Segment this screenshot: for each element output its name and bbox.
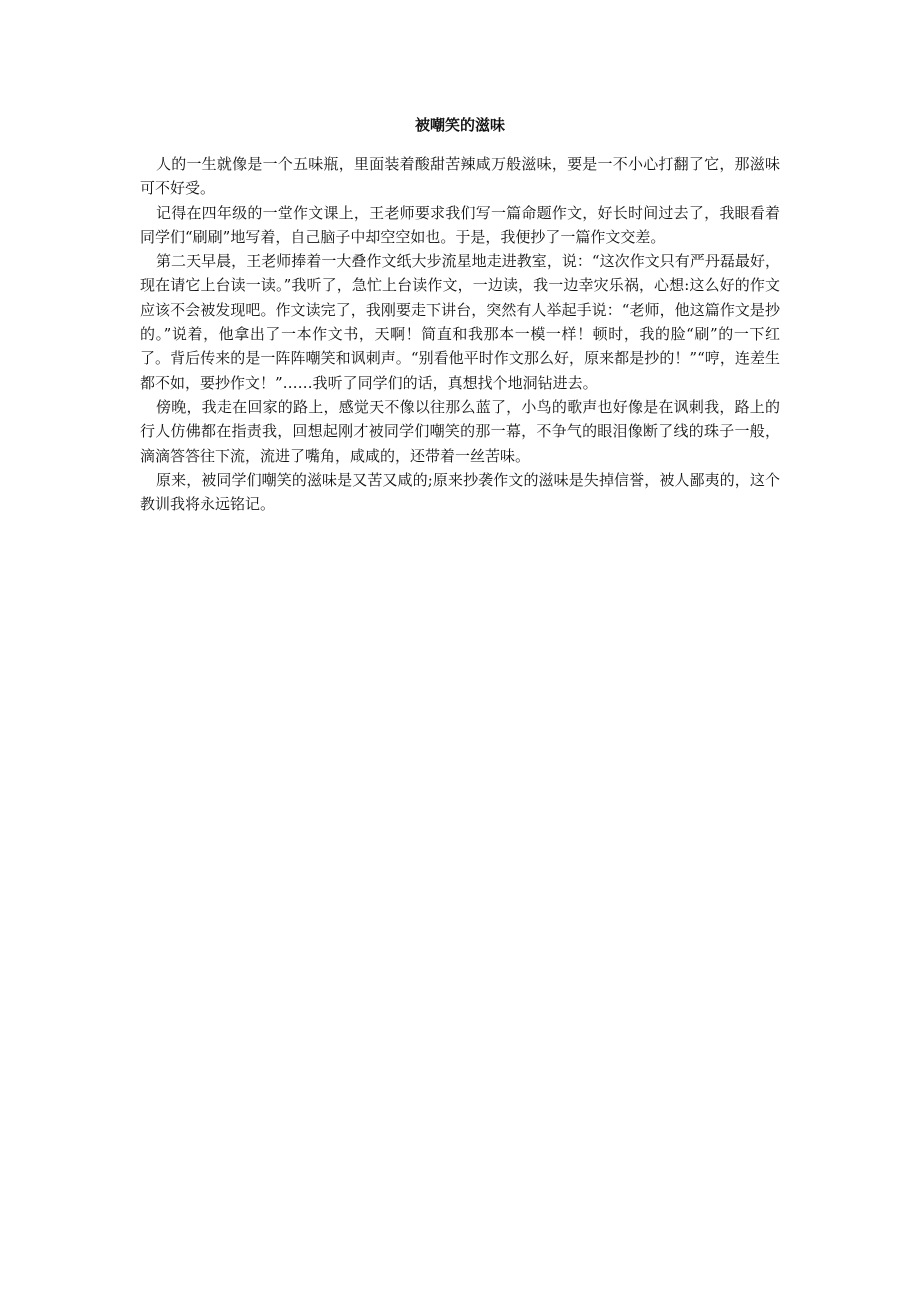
document-body: [140, 152, 780, 516]
paragraph-3: 第二天早晨，王老师捧着一大叠作文纸大步流星地走进教室，说：“这次作文只有严丹磊最好，现在请它上台读一读。”我听了，急忙上台读作文，一边读，我一边幸灾乐祸，心想:这么好的作文应该不会被发现吧。作文读完了，我刚要走下讲台，突然有人举起手说：“老师，他这篇作文是抄的。”说着，他拿出了一本作文书，天啊！简直和我那本一模一样！顿时，我的脸“刷”的一下红了。背后传来的是一阵阵嘲笑和讽刺声。“别看他平时作文那么好，原来都是抄的！”“哼，连差生都不如，要抄作文！”……我听了同学们的话，真想找个地洞钻进去。: [140, 252, 780, 392]
paragraph-2: 记得在四年级的一堂作文课上，王老师要求我们写一篇命题作文，好长时间过去了，我眼看着同学们“刷刷”地写着，自己脑子中却空空如也。于是，我便抄了一篇作文交差。: [140, 203, 780, 246]
document-title: 被嘲笑的滋味: [414, 116, 505, 134]
paragraph-1: 人的一生就像是一个五味瓶，里面装着酸甜苦辣咸万般滋味，要是一不小心打翻了它，那滋味可不好受。: [140, 155, 780, 198]
paragraph-4: 傍晚，我走在回家的路上，感觉天不像以往那么蓝了，小鸟的歌声也好像是在讽刺我，路上的行人仿佛都在指责我，回想起刚才被同学们嘲笑的那一幕，不争气的眼泪像断了线的珠子一般，滴滴答答往下流，流进了嘴角，咸咸的，还带着一丝苦味。: [140, 397, 780, 465]
paragraph-5: 原来，被同学们嘲笑的滋味是又苦又咸的;原来抄袭作文的滋味是失掉信誉，被人鄙夷的，这个教训我将永远铭记。: [140, 470, 780, 514]
